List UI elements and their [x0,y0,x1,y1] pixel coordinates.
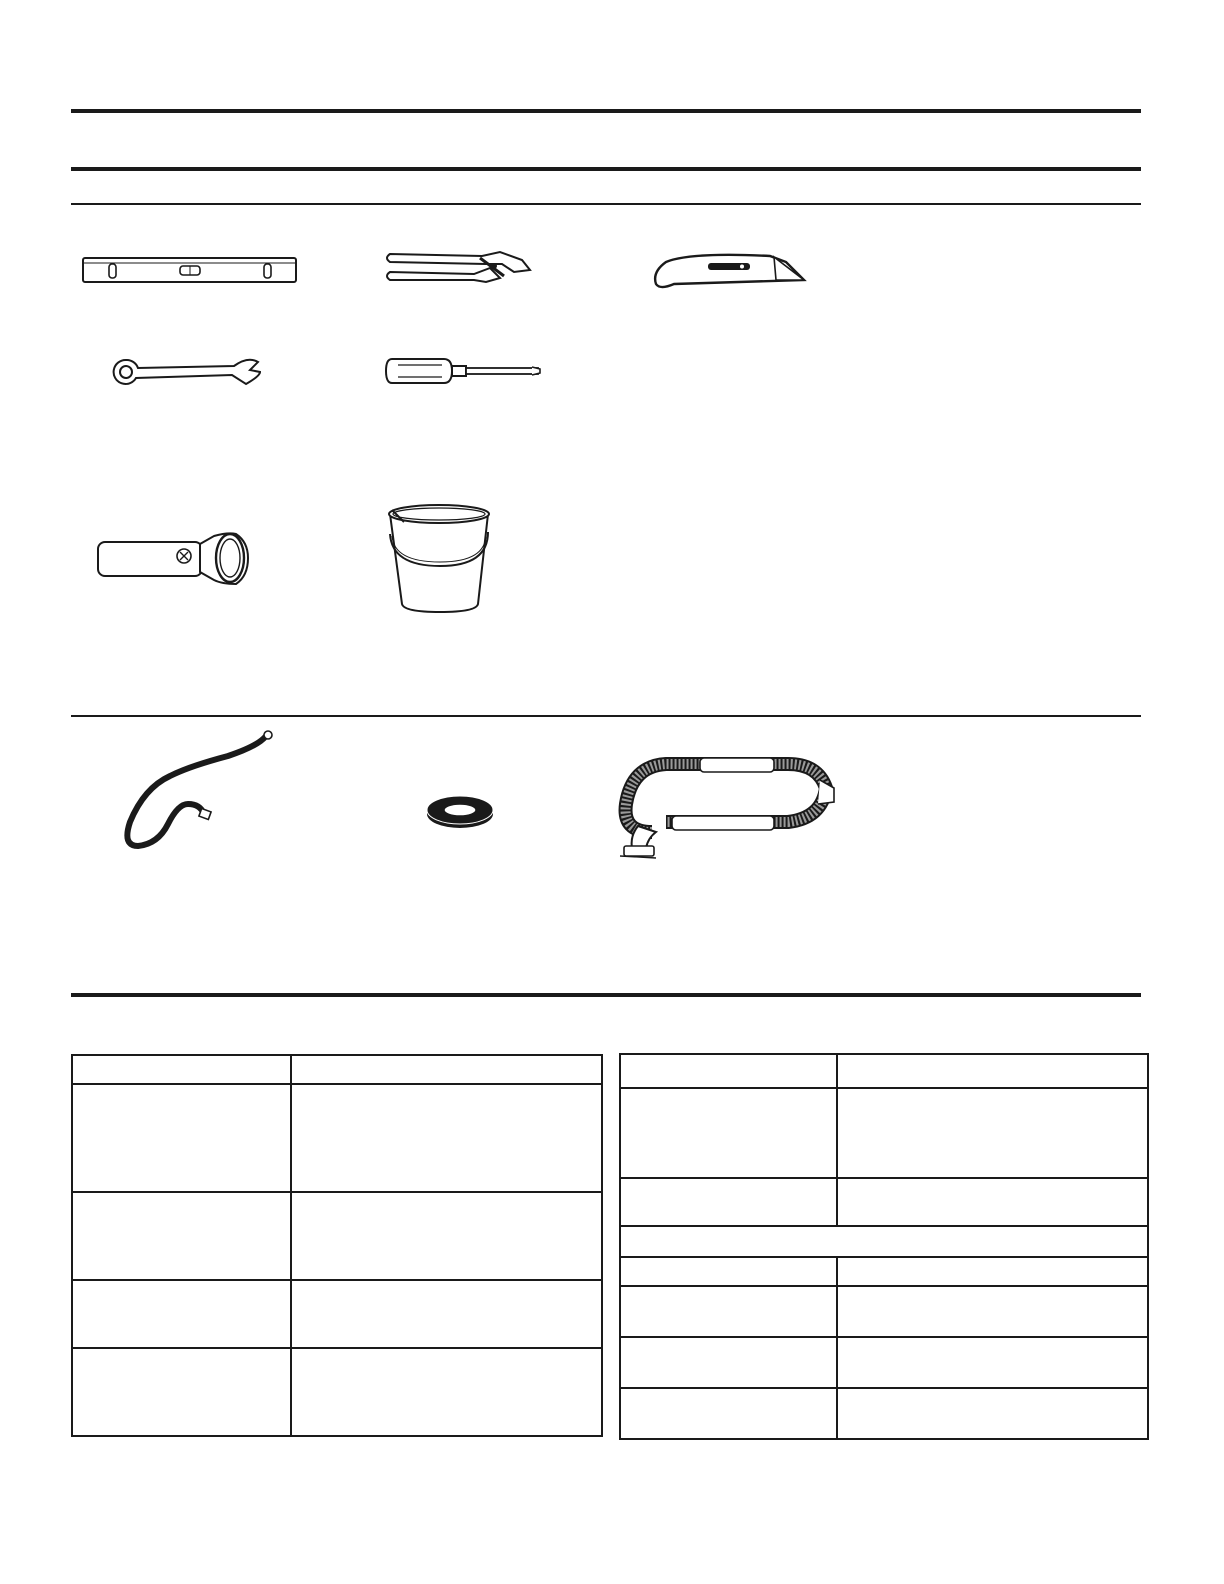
table-cell [291,1055,602,1084]
table-cell [291,1084,602,1192]
table-row [72,1055,602,1084]
table-cell [837,1286,1148,1337]
table-cell [291,1348,602,1436]
table-row [72,1280,602,1348]
table-span-cell [620,1226,1148,1257]
bucket-icon [384,500,496,620]
table-cell [620,1088,837,1178]
tools-section-rule [71,203,1141,205]
table-cell [620,1178,837,1226]
header-rule-bottom [71,167,1141,171]
table-cell [72,1348,291,1436]
table-cell [72,1280,291,1348]
table-row [620,1388,1148,1439]
rubber-washer-icon [424,794,496,830]
parts-section-rule [71,715,1141,717]
drain-hose-icon [612,752,840,864]
specs-section-rule [71,993,1141,997]
table-cell [620,1337,837,1388]
table-cell [837,1337,1148,1388]
table-row [620,1286,1148,1337]
table-cell [620,1388,837,1439]
table-row [72,1084,602,1192]
specs-table-left [71,1054,603,1437]
table-cell [620,1257,837,1286]
table-row [620,1178,1148,1226]
flashlight-icon [96,530,250,586]
specs-table-right [619,1053,1149,1440]
pliers-icon [382,248,534,286]
table-row [620,1088,1148,1178]
table-cell [72,1084,291,1192]
table-row [620,1337,1148,1388]
table-cell [837,1054,1148,1088]
table-cell [837,1388,1148,1439]
table-row [72,1192,602,1280]
utility-knife-icon [650,248,808,292]
table-row [620,1054,1148,1088]
table-row [72,1348,602,1436]
table-row [620,1226,1148,1257]
table-cell [837,1257,1148,1286]
table-cell [291,1192,602,1280]
header-rule-top [71,109,1141,113]
table-row [620,1257,1148,1286]
table-cell [837,1178,1148,1226]
level-icon [80,254,300,288]
wrench-icon [112,356,264,388]
table-cell [291,1280,602,1348]
table-cell [837,1088,1148,1178]
table-cell [72,1192,291,1280]
table-cell [72,1055,291,1084]
screwdriver-icon [384,356,544,386]
table-cell [620,1054,837,1088]
table-cell [620,1286,837,1337]
inlet-hose-icon [118,728,276,854]
